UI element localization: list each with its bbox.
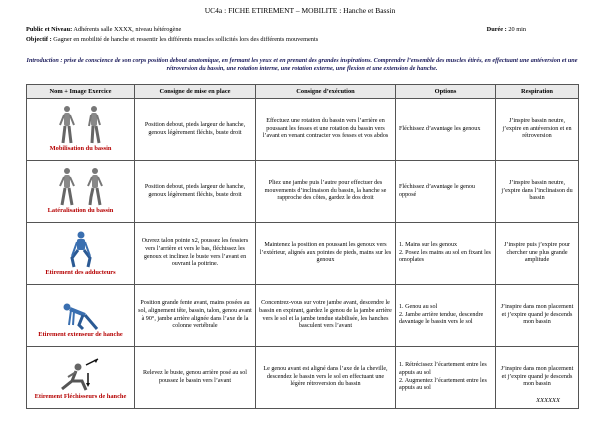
exercise-table — [26, 84, 579, 409]
duration-value: 20 min — [506, 26, 526, 33]
exercise-name: Etirement extenseur de hanche — [38, 331, 123, 339]
standing-figure-icon — [84, 105, 106, 145]
exercise-name: Etirement des adducteurs — [45, 269, 116, 277]
public-label: Public et Niveau: — [26, 26, 73, 33]
exercise-cell — [27, 223, 135, 285]
standing-figure-icon — [56, 167, 78, 207]
exercise-cell — [27, 285, 135, 347]
execution-cell: Pliez une jambe puis l’autre pour effectuer des mouvements d’inclinaison du bassin, la hanche se rapproche des côtes, gardez le dos droit — [256, 161, 396, 223]
exercise-name: Latéralisation du bassin — [47, 207, 114, 215]
table-row — [27, 223, 579, 285]
duration-label: Durée : — [486, 26, 507, 33]
table-row — [27, 347, 579, 409]
exercise-illustration — [30, 353, 131, 393]
execution-cell: Le genou avant est aligné dans l’axe de la cheville, descendez le bassin vers le sol en effectuant une légère rétroversion du bassin — [256, 347, 396, 409]
options-cell: 1. Rétrécissez l’écartement entre les appuis au sol 2. Augmentez l’écartement entre les appuis au sol — [396, 347, 496, 409]
hip-flexor-figure-icon — [56, 357, 106, 393]
col-header-setup: Consigne de mise en place — [135, 85, 256, 99]
options-cell: Fléchissez d’avantage le genou opposé — [396, 161, 496, 223]
exercise-illustration — [30, 229, 131, 269]
standing-figure-icon — [84, 167, 106, 207]
objective-line — [26, 36, 574, 43]
setup-cell: Position debout, pieds largeur de hanche, genoux légèrement fléchis, buste droit — [135, 161, 256, 223]
options-cell: 1. Genou au sol 2. Jambe arrière tendue, descendre davantage le bassin vers le sol — [396, 285, 496, 347]
options-cell: Fléchissez d’avantage les genoux — [396, 99, 496, 161]
exercise-cell — [27, 161, 135, 223]
lunge-figure-icon — [59, 295, 103, 331]
squat-figure-icon — [66, 229, 96, 269]
table-row — [27, 161, 579, 223]
footer-stamp: XXXXXX — [536, 397, 560, 404]
setup-cell: Relevez le buste, genou arrière posé au sol poussez le bassin vers l’avant — [135, 347, 256, 409]
exercise-illustration — [30, 167, 131, 207]
exercise-cell — [27, 347, 135, 409]
table-row — [27, 99, 579, 161]
breathing-cell: J’inspire puis j’expire pour chercher une plus grande amplitude — [496, 223, 579, 285]
standing-figure-icon — [56, 105, 78, 145]
objective-value: Gagner en mobilité de hanche et ressentir les différents muscles sollicités lors des différents mouvements — [51, 36, 319, 43]
col-header-execution: Consigne d’exécution — [256, 85, 396, 99]
exercise-name: Mobilisation du bassin — [49, 145, 112, 153]
breathing-cell: J’inspire bassin neutre, j’expire dans l’inclinaison du bassin — [496, 161, 579, 223]
execution-cell: Concentrez-vous sur votre jambe avant, descendre le bassin en expirant, gardez le genou de la jambe arrière vers le sol et la jambe tendue stabilisée, les hanches basculent vers l’avant — [256, 285, 396, 347]
table-header-row — [27, 85, 579, 99]
exercise-illustration — [30, 105, 131, 145]
col-header-options: Options — [396, 85, 496, 99]
execution-cell: Maintenez la position en poussant les genoux vers l’extérieur, alignés aux pointes de pieds, mains sur les genoux — [256, 223, 396, 285]
exercise-illustration — [30, 291, 131, 331]
options-cell: 1. Mains sur les genoux 2. Posez les mains au sol en fixant les omoplates — [396, 223, 496, 285]
col-header-name: Nom + Image Exercice — [27, 85, 135, 99]
col-header-breathing: Respiration — [496, 85, 579, 99]
breathing-cell: J’inspire dans mon placement et j’expire quand je descends mon bassin — [496, 347, 579, 409]
breathing-cell: J’inspire bassin neutre, j’expire en antéversion et en rétroversion — [496, 99, 579, 161]
table-row — [27, 285, 579, 347]
setup-cell: Ouvrez talon pointe x2, poussez les fessiers vers l’arrière et vers le bas, fléchissez les genoux et inclinez le buste vers l’avant en ouvrant la poitrine. — [135, 223, 256, 285]
setup-cell: Position debout, pieds largeur de hanche, genoux légèrement fléchis, buste droit — [135, 99, 256, 161]
exercise-cell — [27, 99, 135, 161]
page-title: UC4a : FICHE ETIREMENT – MOBILITE : Hanche et Bassin — [204, 6, 396, 15]
execution-cell: Effectuez une rotation du bassin vers l’arrière en poussant les fesses et une rotation du bassin vers l’avant en venant contracter vos fesses et vos abdos — [256, 99, 396, 161]
public-line — [26, 26, 574, 33]
exercise-name: Etirement Fléchisseurs de hanche — [34, 393, 127, 401]
objective-label: Objectif : — [26, 36, 52, 43]
duration — [487, 26, 526, 33]
setup-cell: Position grande fente avant, mains posées au sol, alignement tête, bassin, talon, genou avant à 90°, jambe arrière alignée dans l’axe de la colonne vertébrale — [135, 285, 256, 347]
public-value: Adhérents salle XXXX, niveau hétérogène — [72, 26, 182, 33]
breathing-cell: J’inspire dans mon placement et j’expire quand je descends mon bassin — [496, 285, 579, 347]
introduction: Introduction : prise de conscience de son corps position debout anatomique, en fermant les yeux et en prenant des grandes inspirations. Comprendre l’ensemble des muscles étirés, en effectuant une antéversion et une rétroversion du bassin, une rotation interne, une rotation externe, une flexion et une extension de hanche. — [26, 57, 578, 72]
